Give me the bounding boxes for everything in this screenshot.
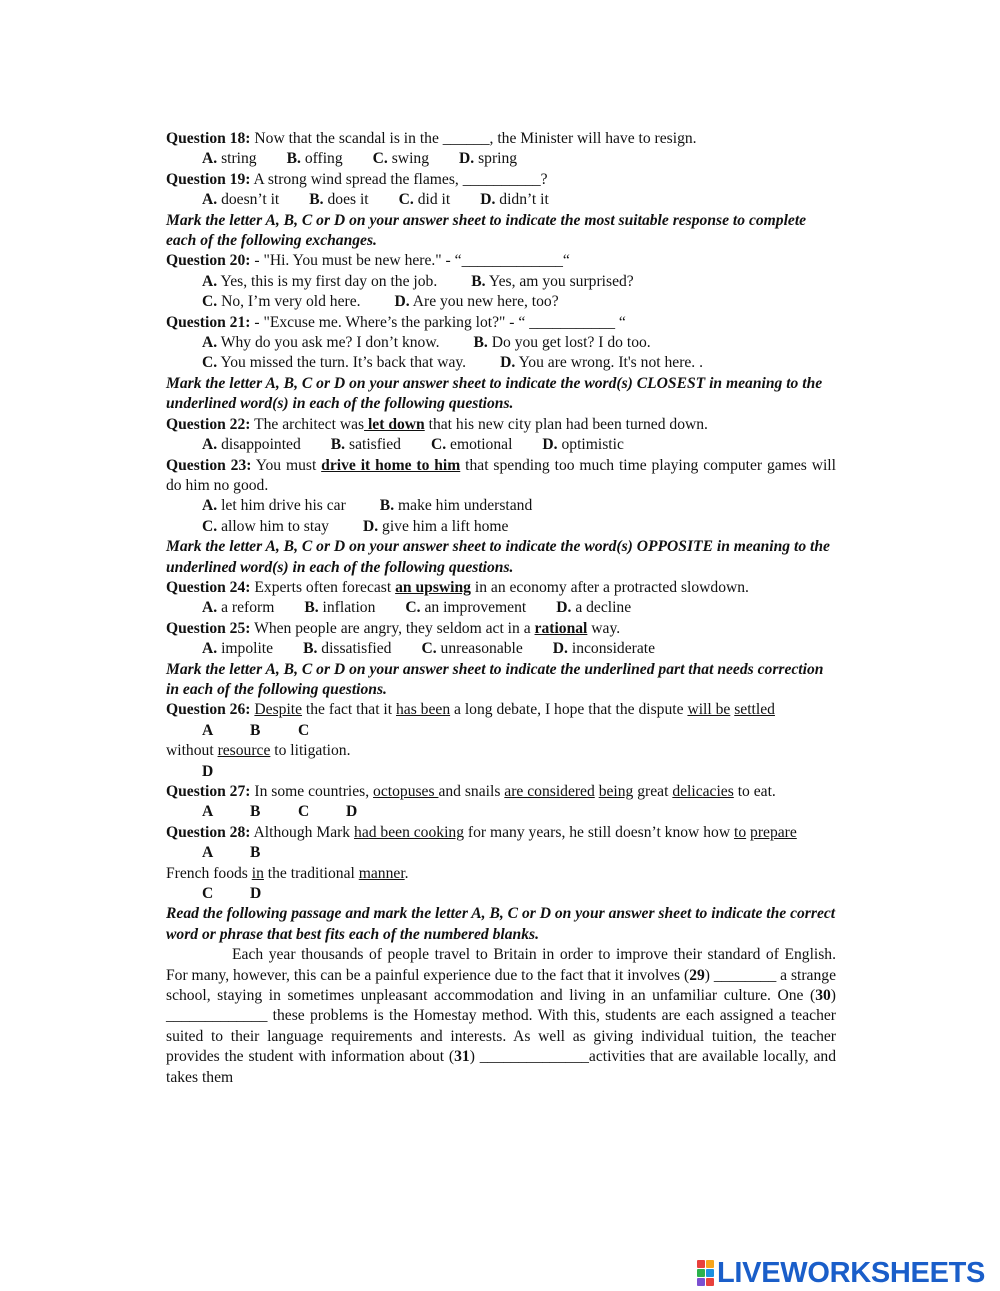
options-23-row2	[166, 517, 836, 537]
question-21	[166, 313, 836, 333]
option-c[interactable]: C. emotional	[430, 436, 513, 454]
option-d[interactable]: D. a decline	[556, 599, 632, 617]
reading-passage: Each year thousands of people travel to Britain in order to improve their standard of English. For many, however, this can be a painful experience due to the fact that it involves (29) ________ a strange school, staying in sometimes unpleasant accommodation and living in an unfamiliar culture. One (30) _____________ these problems is the Homestay method. With this, students are each assigned a teacher suited to their language requirements and interests. As well as giving individual tuition, the teacher provides the student with information about (31) ______________activities that are available locally, and takes them	[166, 946, 836, 1086]
option-b[interactable]: B. inflation	[304, 599, 376, 617]
option-c[interactable]: C. You missed the turn. It’s back that way.	[202, 354, 467, 372]
option-d[interactable]: D. You are wrong. It's not here. .	[500, 354, 703, 372]
part-letters-28a: A B	[202, 844, 261, 862]
option-c[interactable]: C. unreasonable	[421, 640, 523, 658]
question-23: Question 23: You must drive it home to him that spending too much time playing computer games will do him no good.	[166, 456, 836, 494]
part-b[interactable]: has been	[396, 701, 451, 719]
liveworksheets-logo	[697, 1258, 985, 1288]
part-b[interactable]: are considered	[504, 783, 595, 800]
question-18	[166, 129, 836, 149]
option-a[interactable]: A. impolite	[202, 640, 274, 658]
question-label: Question 23:	[166, 456, 252, 474]
option-c[interactable]: C. an improvement	[405, 599, 527, 617]
option-a[interactable]: A. doesn’t it	[202, 191, 280, 209]
part-a[interactable]: had been cooking	[354, 823, 465, 841]
part-a[interactable]: Despite	[254, 701, 303, 719]
blank-30[interactable]: 30	[815, 987, 831, 1005]
option-d[interactable]: D. optimistic	[542, 436, 624, 454]
question-label: Question 22:	[166, 415, 251, 433]
option-a[interactable]: A. string	[202, 150, 257, 168]
part-c[interactable]: being	[598, 783, 634, 800]
option-a[interactable]: A. a reform	[202, 599, 275, 617]
option-b[interactable]: B. Yes, am you surprised?	[471, 272, 634, 290]
option-b[interactable]: B. Do you get lost? I do too.	[473, 334, 651, 352]
question-label: Question 27:	[166, 783, 251, 800]
question-28: Question 28: Although Mark had been cooking for many years, he still doesn’t know how to prepare	[166, 823, 797, 841]
part-c-cont[interactable]: settled	[734, 701, 775, 719]
question-label: Question 24:	[166, 578, 251, 596]
question-label: Question 20:	[166, 252, 251, 270]
question-26-cont: without resource to litigation.	[166, 742, 351, 760]
option-a[interactable]: A. Yes, this is my first day on the job.	[202, 272, 438, 290]
question-26: Question 26: Despite the fact that it has been a long debate, I hope that the dispute will be settled	[166, 701, 775, 719]
option-a[interactable]: A. let him drive his car	[202, 497, 346, 515]
question-label: Question 26:	[166, 701, 251, 719]
option-d[interactable]: D. Are you new here, too?	[394, 293, 559, 311]
option-a[interactable]: A. Why do you ask me? I don’t know.	[202, 334, 440, 352]
question-24: Question 24: Experts often forecast an upswing in an economy after a protracted slowdown.	[166, 578, 749, 596]
options-19	[166, 190, 836, 210]
part-letters-28b: C D	[202, 885, 262, 903]
underlined-phrase: drive it home to him	[321, 456, 461, 474]
blank-31[interactable]: 31	[454, 1048, 470, 1066]
logo-icon	[697, 1260, 714, 1286]
question-25: Question 25: When people are angry, they seldom act in a rational way.	[166, 619, 621, 637]
options-20-row1	[166, 272, 836, 292]
question-label: Question 19:	[166, 170, 251, 188]
option-d[interactable]: D. didn’t it	[480, 191, 549, 209]
option-b[interactable]: B. satisfied	[330, 436, 401, 454]
option-c[interactable]: C. No, I’m very old here.	[202, 293, 361, 311]
options-22	[166, 435, 836, 455]
underlined-phrase: let down	[364, 415, 425, 433]
worksheet-page	[166, 129, 836, 1088]
part-c[interactable]: will be	[687, 701, 731, 719]
part-letters-26a: A B C	[202, 721, 310, 739]
options-21-row1	[166, 333, 836, 353]
logo-text: LIVEWORKSHEETS	[717, 1257, 986, 1289]
options-18	[166, 149, 836, 169]
instruction-opposite: Mark the letter A, B, C or D on your answer sheet to indicate the word(s) OPPOSITE in meaning to the underlined word(s) in each of the following questions.	[166, 538, 830, 576]
instruction-passage: Read the following passage and mark the letter A, B, C or D on your answer sheet to indicate the correct word or phrase that best fits each of the numbered blanks.	[166, 905, 836, 943]
instruction-correction: Mark the letter A, B, C or D on your answer sheet to indicate the underlined part that needs correction in each of the following questions.	[166, 660, 824, 698]
option-c[interactable]: C. allow him to stay	[202, 517, 329, 535]
option-d[interactable]: D. spring	[459, 150, 518, 168]
question-19	[166, 170, 836, 190]
underlined-phrase: an upswing	[395, 578, 471, 596]
part-d[interactable]: delicacies	[672, 783, 734, 800]
options-23-row1	[166, 496, 836, 516]
instruction-exchanges: Mark the letter A, B, C or D on your answer sheet to indicate the most suitable response to complete each of the following exchanges.	[166, 211, 807, 250]
options-24	[166, 598, 836, 618]
option-b[interactable]: B. make him understand	[379, 497, 533, 515]
part-letters-27: A B C D	[202, 803, 358, 821]
question-label: Question 25:	[166, 619, 251, 637]
option-b[interactable]: B. does it	[309, 191, 369, 209]
question-label: Question 21:	[166, 313, 251, 331]
part-letters-26b: D	[202, 762, 214, 780]
question-label: Question 28:	[166, 823, 251, 841]
option-d[interactable]: D. give him a lift home	[362, 517, 509, 535]
question-22: Question 22: The architect was let down that his new city plan had been turned down.	[166, 415, 708, 433]
option-b[interactable]: B. dissatisfied	[303, 640, 392, 658]
question-20	[166, 251, 836, 271]
part-d[interactable]: resource	[217, 742, 271, 760]
instruction-closest: Mark the letter A, B, C or D on your answer sheet to indicate the word(s) CLOSEST in meaning to the underlined word(s) in each of the following questions.	[166, 374, 823, 413]
question-text: - "Hi. You must be new here." - “_____________“	[250, 252, 570, 270]
question-28-cont: French foods in the traditional manner.	[166, 864, 409, 882]
options-25	[166, 639, 836, 659]
question-label: Question 18:	[166, 130, 251, 147]
option-d[interactable]: D. inconsiderate	[552, 640, 656, 658]
question-text: A strong wind spread the flames, __________?	[250, 170, 548, 188]
option-b[interactable]: B. offing	[286, 150, 343, 168]
part-a[interactable]: octopuses	[373, 783, 439, 800]
part-d[interactable]: manner	[358, 864, 405, 882]
options-21-row2	[166, 353, 836, 373]
option-c[interactable]: C. swing	[372, 150, 429, 168]
blank-29[interactable]: 29	[689, 966, 705, 984]
options-20-row2	[166, 292, 836, 312]
option-c[interactable]: C. did it	[398, 191, 451, 209]
question-text: Now that the scandal is in the ______, the Minister will have to resign.	[250, 130, 697, 147]
part-b-cont[interactable]: prepare	[750, 823, 797, 841]
question-text: - "Excuse me. Where’s the parking lot?" - “ ___________ “	[250, 313, 626, 331]
part-b[interactable]: to	[733, 823, 747, 841]
option-a[interactable]: A. disappointed	[202, 436, 301, 454]
question-27: Question 27: In some countries, octopuses and snails are considered being great delicacies to eat.	[166, 783, 776, 800]
underlined-phrase: rational	[534, 619, 588, 637]
part-c[interactable]: in	[251, 864, 264, 882]
